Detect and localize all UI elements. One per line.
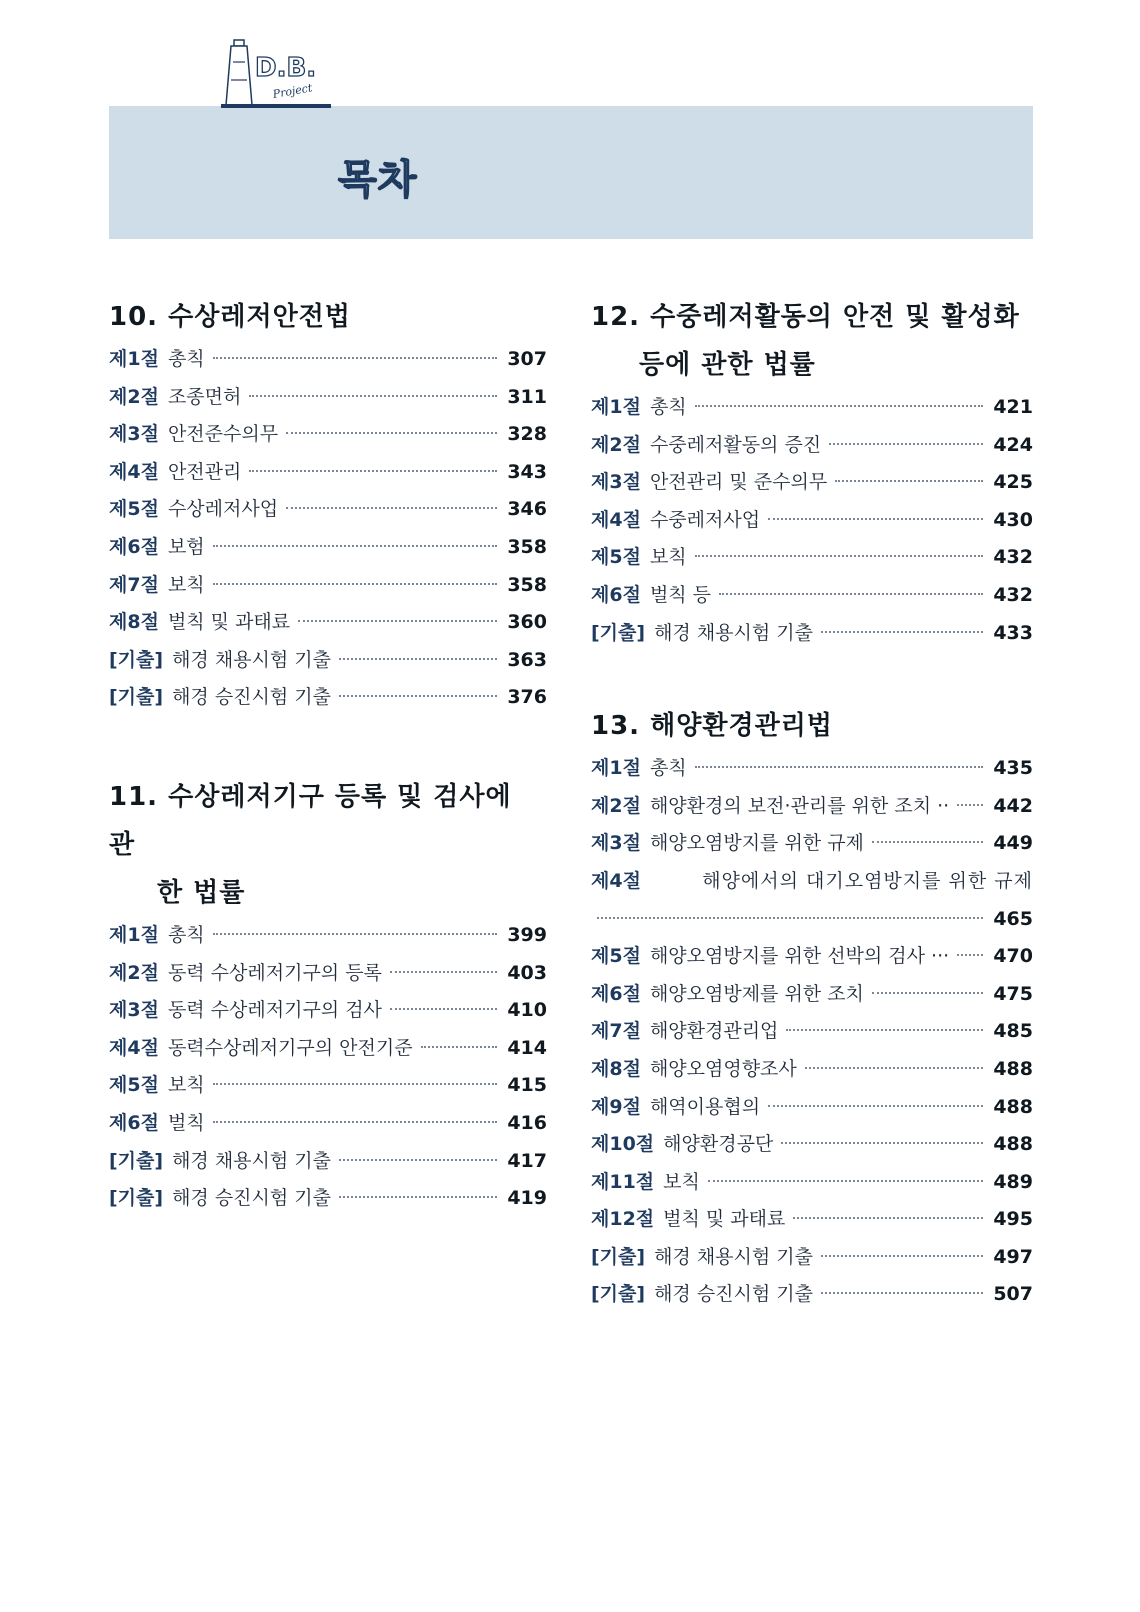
dot-leader — [708, 1180, 983, 1182]
toc-entry[interactable] — [591, 825, 1033, 863]
entry-label: [기출] — [109, 1149, 164, 1172]
entry-label: 제2절 — [109, 961, 159, 984]
toc-entry[interactable] — [109, 955, 547, 993]
toc-entry[interactable] — [591, 427, 1033, 465]
entry-text: 보칙 — [649, 546, 687, 569]
entry-text: 해양환경관리업 — [649, 1020, 779, 1043]
toc-entry[interactable] — [109, 491, 547, 529]
entry-text: 해경 승진시험 기출 — [172, 1187, 331, 1210]
entry-text: 해경 채용시험 기출 — [654, 621, 813, 644]
entry-text: 총칙 — [167, 348, 205, 370]
dot-leader — [872, 992, 983, 994]
toc-entry[interactable] — [591, 1201, 1033, 1239]
toc-entry[interactable] — [591, 750, 1033, 788]
dot-leader — [695, 405, 983, 407]
toc-entry[interactable] — [109, 642, 547, 680]
entry-text: 총칙 — [167, 923, 205, 946]
entry-text: 해양오염방지를 위한 선박의 검사 ··· — [649, 945, 950, 968]
header-banner — [109, 106, 1033, 239]
dot-leader — [695, 555, 983, 557]
entry-page: 399 — [507, 923, 547, 946]
entry-page: 376 — [507, 686, 547, 709]
entry-page: 358 — [507, 573, 547, 596]
entry-page: 360 — [507, 611, 547, 634]
entry-page: 497 — [993, 1245, 1033, 1268]
dot-leader — [597, 917, 983, 919]
entry-label: 제8절 — [591, 1057, 641, 1080]
dot-leader — [805, 1067, 983, 1069]
entry-label: 제1절 — [591, 396, 641, 418]
dot-leader — [821, 1292, 983, 1294]
entry-label: [기출] — [591, 621, 646, 644]
toc-entry[interactable] — [109, 679, 547, 717]
entry-text: 조종면허 — [167, 385, 242, 408]
toc-entry[interactable] — [591, 788, 1033, 826]
dot-leader — [829, 443, 983, 445]
entry-text: 동력수상레저기구의 안전기준 — [167, 1036, 413, 1059]
toc-entry[interactable] — [591, 1239, 1033, 1277]
logo-subtext: Project — [271, 81, 314, 102]
entry-text: 해양환경의 보전·관리를 위한 조치 ·· — [649, 794, 950, 817]
entry-page: 363 — [507, 648, 547, 671]
entry-label: [기출] — [109, 1187, 164, 1210]
entry-text: 동력 수상레저기구의 검사 — [167, 999, 382, 1022]
dot-leader — [390, 1008, 497, 1010]
entry-label: 제7절 — [109, 573, 159, 596]
entry-label: 제3절 — [109, 999, 159, 1022]
section-12-entries — [591, 389, 1033, 652]
logo-text: D.B. — [255, 53, 317, 83]
entry-page: 417 — [507, 1149, 547, 1172]
dot-leader — [213, 1083, 497, 1085]
entry-text: 수중레저사업 — [649, 508, 761, 531]
entry-label: 제3절 — [591, 832, 641, 855]
entry-text: 안전관리 및 준수의무 — [649, 471, 828, 494]
dot-leader — [768, 518, 983, 520]
entry-text: 해경 채용시험 기출 — [172, 648, 331, 671]
entry-page: 416 — [507, 1111, 547, 1134]
entry-text: 해경 채용시험 기출 — [654, 1245, 813, 1268]
entry-label: 제8절 — [109, 611, 159, 634]
entry-page: 311 — [507, 385, 547, 408]
entry-label: 제1절 — [591, 757, 641, 780]
entry-text: 해양오염방제를 위한 조치 — [649, 982, 864, 1005]
entry-page: 328 — [507, 423, 547, 446]
entry-text: 벌칙 및 과태료 — [167, 611, 291, 634]
entry-page: 470 — [993, 945, 1033, 968]
dot-leader — [249, 395, 497, 397]
entry-label: 제5절 — [109, 1074, 159, 1097]
entry-label: 제1절 — [109, 348, 159, 370]
entry-page: 442 — [993, 794, 1033, 817]
dot-leader — [286, 507, 497, 509]
entry-label: 제7절 — [591, 1020, 641, 1043]
entry-page: 346 — [507, 498, 547, 521]
entry-text: 보칙 — [663, 1170, 700, 1193]
entry-label: 제5절 — [591, 546, 641, 569]
toc-entry[interactable] — [591, 976, 1033, 1014]
entry-label: 제2절 — [591, 433, 641, 456]
left-column — [109, 293, 547, 1218]
entry-label: 제6절 — [591, 982, 641, 1005]
entry-text: 수중레저활동의 증진 — [649, 433, 822, 456]
dot-leader — [339, 1159, 497, 1161]
entry-text: 보칙 — [167, 573, 205, 596]
dot-leader — [339, 695, 497, 697]
dot-leader — [213, 583, 497, 585]
entry-text: 벌칙 등 — [649, 583, 712, 606]
toc-entry[interactable] — [591, 502, 1033, 540]
entry-label: 제4절 — [591, 508, 641, 531]
entry-text: 해경 승진시험 기출 — [172, 686, 331, 709]
entry-label: 제4절 — [109, 1036, 159, 1059]
entry-label: 제2절 — [109, 385, 159, 408]
dot-leader — [390, 971, 497, 973]
toc-entry[interactable] — [109, 454, 547, 492]
dot-leader — [821, 1255, 983, 1257]
entry-page: 424 — [993, 433, 1033, 456]
toc-entry[interactable] — [591, 1013, 1033, 1051]
toc-entry[interactable] — [591, 577, 1033, 615]
dot-leader — [793, 1217, 983, 1219]
entry-label: 제4절 — [591, 869, 641, 892]
entry-page: 421 — [993, 396, 1033, 418]
toc-entry[interactable] — [591, 539, 1033, 577]
toc-entry[interactable] — [109, 379, 547, 417]
entry-page: 358 — [507, 535, 547, 558]
entry-text: 해경 채용시험 기출 — [172, 1149, 331, 1172]
entry-text: 해양에서의 대기오염방지를 위한 규제 — [702, 869, 1033, 892]
entry-page: 425 — [993, 471, 1033, 494]
entry-text: 동력 수상레저기구의 등록 — [167, 961, 382, 984]
entry-text: 보험 — [167, 535, 205, 558]
entry-page: 495 — [993, 1208, 1033, 1231]
entry-page: 489 — [993, 1170, 1033, 1193]
entry-text: 총칙 — [649, 396, 687, 418]
entry-text: 총칙 — [649, 757, 687, 780]
entry-page: 465 — [993, 907, 1033, 930]
entry-text: 안전관리 — [167, 460, 242, 483]
toc-entry[interactable] — [109, 416, 547, 454]
entry-label: 제2절 — [591, 794, 641, 817]
entry-label: 제5절 — [591, 945, 641, 968]
dot-leader — [213, 545, 497, 547]
entry-label: 제1절 — [109, 923, 159, 946]
dot-leader — [835, 480, 983, 482]
entry-text: 해양오염방지를 위한 규제 — [649, 832, 864, 855]
entry-text: 해양환경공단 — [663, 1133, 774, 1156]
entry-page: 475 — [993, 982, 1033, 1005]
dot-leader — [695, 766, 983, 768]
dot-leader — [298, 620, 497, 622]
toc-entry[interactable] — [591, 1126, 1033, 1164]
toc-entry[interactable] — [591, 1276, 1033, 1314]
toc-entry[interactable] — [109, 1105, 547, 1143]
dot-leader — [786, 1029, 983, 1031]
entry-label: 제3절 — [109, 423, 159, 446]
entry-label: 제12절 — [591, 1208, 655, 1231]
entry-text: 해양오염영향조사 — [649, 1057, 797, 1080]
dot-leader — [957, 954, 983, 956]
toc-entry[interactable] — [591, 464, 1033, 502]
entry-page: 419 — [507, 1187, 547, 1210]
entry-label: 제6절 — [109, 1111, 159, 1134]
toc-entry[interactable] — [109, 1030, 547, 1068]
dot-leader — [286, 432, 497, 434]
entry-page: 488 — [993, 1133, 1033, 1156]
entry-label: 제6절 — [109, 535, 159, 558]
dot-leader — [872, 841, 983, 843]
toc-entry[interactable] — [591, 1164, 1033, 1202]
dot-leader — [768, 1105, 983, 1107]
dot-leader — [213, 357, 497, 359]
section-13-title: 13. 해양환경관리법 — [591, 711, 833, 742]
entry-page: 433 — [993, 621, 1033, 644]
entry-text: 벌칙 및 과태료 — [663, 1208, 786, 1231]
entry-text: 안전준수의무 — [167, 423, 279, 446]
toc-entry[interactable] — [109, 1180, 547, 1218]
dot-leader — [249, 470, 497, 472]
dot-leader — [213, 1121, 497, 1123]
toc-entry[interactable] — [109, 529, 547, 567]
entry-label: 제11절 — [591, 1170, 655, 1193]
entry-page: 343 — [507, 460, 547, 483]
dot-leader — [339, 1196, 497, 1198]
entry-label: [기출] — [109, 648, 164, 671]
entry-label: [기출] — [591, 1245, 646, 1268]
entry-page: 432 — [993, 583, 1033, 606]
section-11-title: 11. 수상레저기구 등록 및 검사에 관 한 법률 — [109, 781, 512, 908]
toc-entry[interactable] — [109, 341, 547, 379]
entry-page: 403 — [507, 961, 547, 984]
lighthouse-logo-icon — [125, 10, 425, 125]
entry-page: 410 — [507, 999, 547, 1022]
section-11-entries — [109, 917, 547, 1218]
entry-text: 해역이용협의 — [649, 1095, 761, 1118]
toc-entry[interactable] — [109, 567, 547, 605]
dot-leader — [781, 1142, 983, 1144]
dot-leader — [821, 631, 983, 633]
entry-text: 벌칙 — [167, 1111, 205, 1134]
section-10-entries — [109, 341, 547, 717]
section-12-title: 12. 수중레저활동의 안전 및 활성화 등에 관한 법률 — [591, 302, 1020, 380]
toc-entry[interactable] — [109, 917, 547, 955]
entry-page: 485 — [993, 1020, 1033, 1043]
entry-page: 488 — [993, 1095, 1033, 1118]
toc-entry[interactable] — [109, 604, 547, 642]
entry-page: 507 — [993, 1283, 1033, 1306]
entry-label: 제9절 — [591, 1095, 641, 1118]
toc-entry[interactable] — [591, 1089, 1033, 1127]
section-13-entries — [591, 750, 1033, 1314]
entry-label: 제3절 — [591, 471, 641, 494]
entry-page: 432 — [993, 546, 1033, 569]
right-column — [591, 293, 1033, 1314]
toc-entry[interactable] — [591, 938, 1033, 976]
entry-page: 435 — [993, 757, 1033, 780]
entry-label: 제6절 — [591, 583, 641, 606]
entry-text: 보칙 — [167, 1074, 205, 1097]
toc-entry[interactable] — [109, 1143, 547, 1181]
entry-text: 해경 승진시험 기출 — [654, 1283, 813, 1306]
page-title: 목차 — [338, 157, 418, 203]
toc-entry[interactable] — [591, 615, 1033, 653]
entry-label: 제5절 — [109, 498, 159, 521]
entry-page: 415 — [507, 1074, 547, 1097]
dot-leader — [213, 933, 497, 935]
entry-label: 제10절 — [591, 1133, 655, 1156]
toc-entry[interactable] — [591, 863, 1033, 938]
entry-page: 414 — [507, 1036, 547, 1059]
entry-page: 307 — [507, 348, 547, 370]
section-10-title: 10. 수상레저안전법 — [109, 302, 351, 332]
toc-entry[interactable] — [591, 389, 1033, 427]
entry-label: [기출] — [109, 686, 164, 709]
toc-entry[interactable] — [591, 1051, 1033, 1089]
dot-leader — [957, 804, 983, 806]
entry-page: 449 — [993, 832, 1033, 855]
entry-label: [기출] — [591, 1283, 646, 1306]
toc-entry[interactable] — [109, 1067, 547, 1105]
entry-page: 430 — [993, 508, 1033, 531]
entry-text: 수상레저사업 — [167, 498, 279, 521]
entry-page: 488 — [993, 1057, 1033, 1080]
dot-leader — [719, 593, 983, 595]
dot-leader — [421, 1046, 497, 1048]
toc-entry[interactable] — [109, 992, 547, 1030]
entry-label: 제4절 — [109, 460, 159, 483]
dot-leader — [339, 658, 497, 660]
